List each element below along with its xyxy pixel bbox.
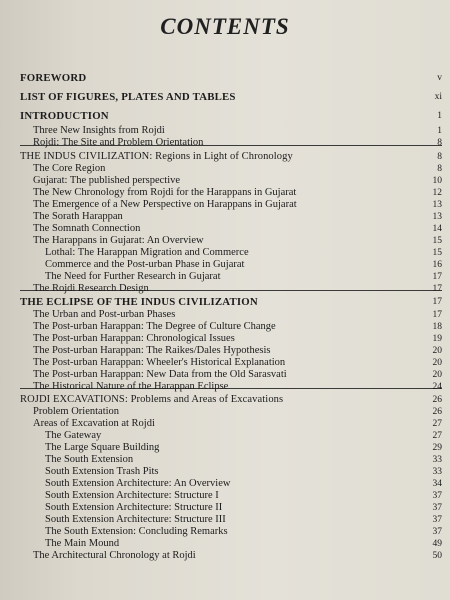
toc-entry-title: INTRODUCTION bbox=[20, 110, 109, 122]
toc-page-number: 15 bbox=[432, 248, 442, 258]
toc-page-number: 33 bbox=[432, 455, 442, 465]
toc-entry-title: THE ECLIPSE OF THE INDUS CIVILIZATION bbox=[20, 296, 258, 308]
toc-entry bbox=[0, 163, 450, 175]
toc-entry bbox=[0, 550, 450, 562]
toc-entry bbox=[0, 283, 450, 295]
toc-entry bbox=[0, 430, 450, 442]
toc-page-number: 20 bbox=[432, 358, 442, 368]
toc-entry-title: Rojdi: The Site and Problem Orientation bbox=[33, 137, 204, 148]
toc-entry-title: The Somnath Connection bbox=[33, 223, 141, 234]
toc-entry bbox=[0, 187, 450, 199]
toc-page-number: 12 bbox=[432, 188, 442, 198]
toc-entry bbox=[0, 466, 450, 478]
toc-entry bbox=[0, 125, 450, 137]
toc-entry bbox=[0, 357, 450, 369]
toc-entry-title: The Post-urban Harappan: Wheeler's Historical Explanation bbox=[33, 357, 286, 368]
toc-page-number: 26 bbox=[432, 395, 442, 405]
toc-page-number: 19 bbox=[432, 334, 442, 344]
toc-page-number: 1 bbox=[437, 126, 442, 136]
toc-entry bbox=[0, 333, 450, 345]
toc-page-number: 50 bbox=[432, 551, 442, 561]
toc-entry-title: South Extension Architecture: Structure III bbox=[45, 514, 226, 525]
toc-page-number: 34 bbox=[432, 479, 442, 489]
toc-entry bbox=[0, 72, 450, 84]
toc-page-number: 17 bbox=[432, 284, 442, 294]
toc-entry-title: The Urban and Post-urban Phases bbox=[33, 309, 176, 320]
toc-entry bbox=[0, 271, 450, 283]
toc-page-number: 27 bbox=[432, 419, 442, 429]
toc-entry-title: Gujarat: The published perspective bbox=[33, 175, 181, 186]
toc-page-number: 29 bbox=[432, 443, 442, 453]
toc-page-number: 8 bbox=[437, 152, 442, 162]
toc-entry-title: The Post-urban Harappan: The Degree of Culture Change bbox=[33, 321, 276, 332]
toc-entry-title: FOREWORD bbox=[20, 72, 87, 84]
toc-entry-title: LIST OF FIGURES, PLATES AND TABLES bbox=[20, 91, 236, 103]
toc-entry-title: The South Extension: Concluding Remarks bbox=[45, 526, 228, 537]
page-title: CONTENTS bbox=[160, 14, 290, 39]
toc-entry bbox=[0, 151, 450, 163]
toc-entry bbox=[0, 538, 450, 550]
toc-entry-title: ROJDI EXCAVATIONS: Problems and Areas of Excavations bbox=[20, 394, 284, 405]
toc-entry bbox=[0, 247, 450, 259]
toc-entry bbox=[0, 406, 450, 418]
toc-entry bbox=[0, 91, 450, 103]
toc-entry bbox=[0, 394, 450, 406]
toc-entry-title: The Rojdi Research Design bbox=[33, 283, 149, 294]
toc-entry bbox=[0, 321, 450, 333]
toc-entry bbox=[0, 490, 450, 502]
toc-entry-title: The Post-urban Harappan: New Data from the Old Sarasvati bbox=[33, 369, 287, 380]
toc-entry bbox=[0, 526, 450, 538]
toc-page-number: 13 bbox=[432, 200, 442, 210]
toc-page-number: 8 bbox=[437, 138, 442, 148]
toc-entry bbox=[0, 345, 450, 357]
toc-entry-title: The Emergence of a New Perspective on Harappans in Gujarat bbox=[33, 199, 297, 210]
toc-entry bbox=[0, 259, 450, 271]
toc-page-number: 49 bbox=[432, 539, 442, 549]
toc-page-number: 20 bbox=[432, 370, 442, 380]
toc-entry bbox=[0, 502, 450, 514]
toc-entry bbox=[0, 381, 450, 393]
toc-entry-title: Areas of Excavation at Rojdi bbox=[33, 418, 155, 429]
toc-entry bbox=[0, 110, 450, 122]
toc-page-number: 8 bbox=[437, 164, 442, 174]
toc-entry-title: The Post-urban Harappan: The Raikes/Dales Hypothesis bbox=[33, 345, 271, 356]
toc-entry-title: The Harappans in Gujarat: An Overview bbox=[33, 235, 204, 246]
toc-entry bbox=[0, 296, 450, 308]
toc-entry-title: Lothal: The Harappan Migration and Commerce bbox=[45, 247, 249, 258]
toc-entry-title: Commerce and the Post-urban Phase in Gujarat bbox=[45, 259, 245, 270]
toc-entry bbox=[0, 137, 450, 149]
toc-page-number: 37 bbox=[432, 527, 442, 537]
toc-page-number: xi bbox=[434, 92, 442, 102]
toc-page-number: 20 bbox=[432, 346, 442, 356]
toc-page-number: 1 bbox=[437, 111, 442, 121]
toc-entry-title: South Extension Trash Pits bbox=[45, 466, 159, 477]
toc-entry bbox=[0, 369, 450, 381]
toc-entry-title: The Gateway bbox=[45, 430, 102, 441]
toc-entry-title: South Extension Architecture: Structure I bbox=[45, 490, 219, 501]
toc-entry-title: The Main Mound bbox=[45, 538, 120, 549]
toc-page-number: 37 bbox=[432, 515, 442, 525]
toc-page-number: 33 bbox=[432, 467, 442, 477]
toc-page-number: 17 bbox=[432, 297, 442, 307]
toc-page-number: 16 bbox=[432, 260, 442, 270]
toc-entry bbox=[0, 223, 450, 235]
toc-entry-title: The New Chronology from Rojdi for the Harappans in Gujarat bbox=[33, 187, 297, 198]
toc-entry bbox=[0, 418, 450, 430]
toc-page-number: 17 bbox=[432, 272, 442, 282]
toc-page-number: 27 bbox=[432, 431, 442, 441]
toc-entry-title: The Post-urban Harappan: Chronological Issues bbox=[33, 333, 235, 344]
toc-page-number: 37 bbox=[432, 491, 442, 501]
toc-entry-title: THE INDUS CIVILIZATION: Regions in Light of Chronology bbox=[20, 151, 293, 162]
toc-entry bbox=[0, 175, 450, 187]
toc-entry bbox=[0, 211, 450, 223]
toc-entry-title: The Need for Further Research in Gujarat bbox=[45, 271, 221, 282]
toc-entry-title: South Extension Architecture: Structure II bbox=[45, 502, 223, 513]
toc-page-number: v bbox=[437, 73, 442, 83]
toc-page-number: 24 bbox=[432, 382, 442, 392]
toc-page-number: 13 bbox=[432, 212, 442, 222]
toc-entry-title: South Extension Architecture: An Overview bbox=[45, 478, 231, 489]
toc-page-number: 18 bbox=[432, 322, 442, 332]
toc-entry bbox=[0, 478, 450, 490]
toc-entry-title: The Core Region bbox=[33, 163, 106, 174]
toc-page-number: 10 bbox=[432, 176, 442, 186]
toc-entry bbox=[0, 442, 450, 454]
toc-entry-title: Three New Insights from Rojdi bbox=[33, 125, 165, 136]
toc-entry bbox=[0, 309, 450, 321]
toc-page-number: 26 bbox=[432, 407, 442, 417]
toc-entry-title: Problem Orientation bbox=[33, 406, 120, 417]
toc-entry-title: The Sorath Harappan bbox=[33, 211, 123, 222]
toc-page-number: 15 bbox=[432, 236, 442, 246]
toc-entry bbox=[0, 454, 450, 466]
toc-entry bbox=[0, 514, 450, 526]
toc-entry-title: The Large Square Building bbox=[45, 442, 160, 453]
toc-entry-title: The South Extension bbox=[45, 454, 134, 465]
toc-entry-title: The Architectural Chronology at Rojdi bbox=[33, 550, 196, 561]
toc-page-number: 37 bbox=[432, 503, 442, 513]
toc-page-number: 17 bbox=[432, 310, 442, 320]
toc-page-number: 14 bbox=[432, 224, 442, 234]
toc-entry-title: The Historical Nature of the Harappan Eclipse bbox=[33, 381, 229, 392]
toc-entry bbox=[0, 199, 450, 211]
toc-entry bbox=[0, 235, 450, 247]
